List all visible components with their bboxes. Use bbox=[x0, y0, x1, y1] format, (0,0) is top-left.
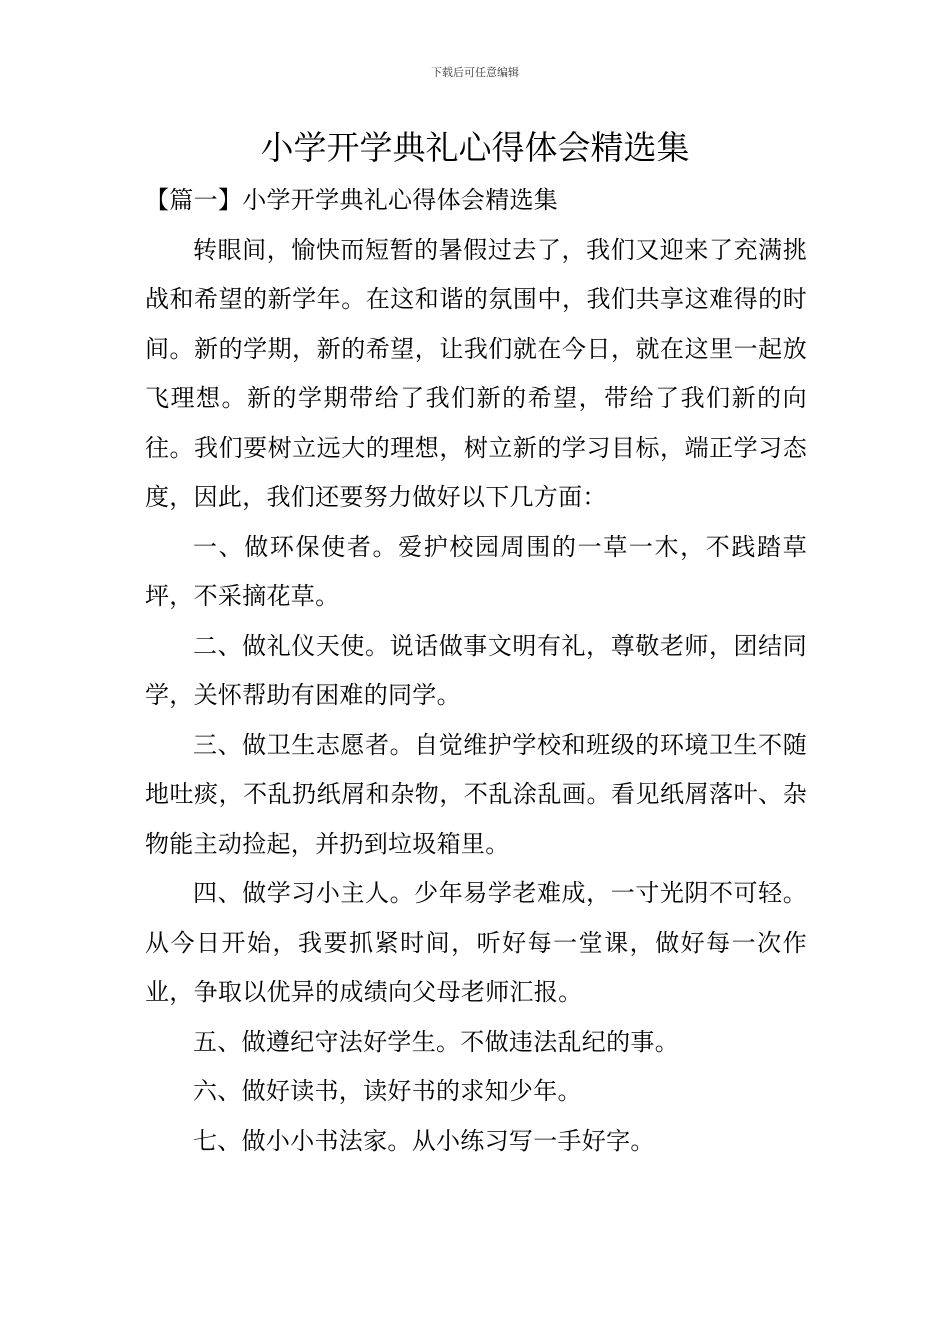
paragraph-item-2: 二、做礼仪天使。说话做事文明有礼，尊敬老师，团结同学，关怀帮助有困难的同学。 bbox=[145, 631, 807, 709]
paragraph-item-3: 三、做卫生志愿者。自觉维护学校和班级的环境卫生不随地吐痰，不乱扔纸屑和杂物，不乱涂乱画。看见纸屑落叶、杂物能主动捡起，并扔到垃圾箱里。 bbox=[145, 730, 807, 858]
paragraph-item-6: 六、做好读书，读好书的求知少年。 bbox=[193, 1077, 582, 1105]
paragraph-item-1: 一、做环保使者。爱护校园周围的一草一木，不践踏草坪，不采摘花草。 bbox=[145, 532, 807, 610]
section-heading: 【篇一】小学开学典礼心得体会精选集 bbox=[145, 186, 559, 214]
page-header-note: 下载后可任意编辑 bbox=[431, 66, 519, 79]
paragraph-intro: 转眼间，愉快而短暂的暑假过去了，我们又迎来了充满挑战和希望的新学年。在这和谐的氛围中，我们共享这难得的时间。新的学期，新的希望，让我们就在今日，就在这里一起放飞理想。新的学期带给了我们新的希望，带给了我们新的向往。我们要树立远大的理想，树立新的学习目标，端正学习态度，因此，我们还要努力做好以下几方面： bbox=[145, 235, 807, 511]
paragraph-item-7: 七、做小小书法家。从小练习写一手好字。 bbox=[193, 1126, 655, 1155]
document-title: 小学开学典礼心得体会精选集 bbox=[260, 128, 690, 167]
paragraph-item-5: 五、做遵纪守法好学生。不做违法乱纪的事。 bbox=[193, 1027, 679, 1056]
paragraph-item-4: 四、做学习小主人。少年易学老难成，一寸光阴不可轻。从今日开始，我要抓紧时间，听好每一堂课，做好每一次作业，争取以优异的成绩向父母老师汇报。 bbox=[145, 879, 807, 1006]
document-body bbox=[145, 176, 807, 1166]
